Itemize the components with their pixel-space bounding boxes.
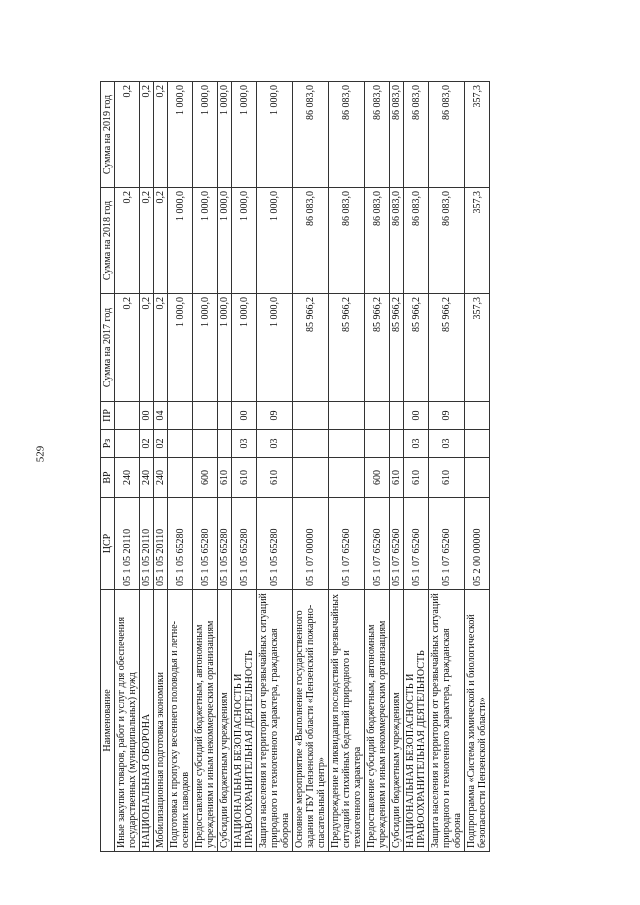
cell-rz <box>193 430 218 458</box>
header-vr: ВР <box>101 458 115 498</box>
cell-sum-2019: 1 000,0 <box>218 82 232 188</box>
cell-csr: 05 1 05 20110 <box>140 498 154 590</box>
cell-vr <box>293 458 329 498</box>
cell-name: НАЦИОНАЛЬНАЯ БЕЗОПАСНОСТЬ И ПРАВООХРАНИТЕЛЬНАЯ ДЕЯТЕЛЬНОСТЬ <box>404 590 429 852</box>
cell-rz: 03 <box>429 430 465 458</box>
table-row <box>193 82 218 852</box>
cell-vr: 240 <box>115 458 140 498</box>
cell-rz <box>115 430 140 458</box>
cell-name: Предупреждение и ликвидация последствий чрезвычайных ситуаций и стихийных бедствий природного и техногенного характера <box>329 590 365 852</box>
table-row <box>429 82 465 852</box>
cell-rz: 03 <box>404 430 429 458</box>
table-row <box>404 82 429 852</box>
cell-name: Субсидии бюджетным учреждениям <box>390 590 404 852</box>
cell-vr: 610 <box>390 458 404 498</box>
cell-csr: 05 1 07 65260 <box>390 498 404 590</box>
cell-sum-2019: 1 000,0 <box>168 82 193 188</box>
cell-sum-2018: 357,3 <box>465 188 490 294</box>
cell-sum-2018: 86 083,0 <box>329 188 365 294</box>
cell-vr: 240 <box>140 458 154 498</box>
cell-pr: 09 <box>257 402 293 430</box>
cell-vr <box>168 458 193 498</box>
cell-sum-2018: 0,2 <box>154 188 168 294</box>
cell-rz <box>329 430 365 458</box>
cell-sum-2017: 85 966,2 <box>293 294 329 402</box>
cell-pr <box>115 402 140 430</box>
cell-sum-2017: 85 966,2 <box>404 294 429 402</box>
table-row <box>232 82 257 852</box>
cell-sum-2019: 1 000,0 <box>257 82 293 188</box>
rotated-table-wrapper <box>100 82 490 852</box>
cell-pr <box>465 402 490 430</box>
cell-csr: 05 1 05 65280 <box>193 498 218 590</box>
cell-csr: 05 1 05 65280 <box>257 498 293 590</box>
cell-name: Субсидии бюджетным учреждениям <box>218 590 232 852</box>
cell-sum-2017: 0,2 <box>154 294 168 402</box>
header-sum-2018: Сумма на 2018 год <box>101 188 115 294</box>
cell-sum-2019: 86 083,0 <box>390 82 404 188</box>
header-sum-2019: Сумма на 2019 год <box>101 82 115 188</box>
cell-sum-2018: 0,2 <box>115 188 140 294</box>
cell-rz: 03 <box>232 430 257 458</box>
cell-csr: 05 1 07 65260 <box>429 498 465 590</box>
cell-sum-2018: 86 083,0 <box>293 188 329 294</box>
cell-csr: 05 1 07 65260 <box>329 498 365 590</box>
table-row <box>329 82 365 852</box>
cell-pr <box>390 402 404 430</box>
cell-vr: 240 <box>154 458 168 498</box>
cell-sum-2018: 1 000,0 <box>232 188 257 294</box>
cell-sum-2017: 1 000,0 <box>218 294 232 402</box>
cell-sum-2018: 1 000,0 <box>168 188 193 294</box>
cell-rz <box>365 430 390 458</box>
cell-sum-2017: 85 966,2 <box>429 294 465 402</box>
cell-sum-2019: 86 083,0 <box>404 82 429 188</box>
cell-vr: 610 <box>257 458 293 498</box>
cell-pr: 09 <box>429 402 465 430</box>
cell-pr <box>293 402 329 430</box>
cell-name: Подготовка к пропуску весеннего половодья и летне-осенних паводков <box>168 590 193 852</box>
cell-csr: 05 1 07 65260 <box>365 498 390 590</box>
cell-rz <box>218 430 232 458</box>
cell-rz <box>390 430 404 458</box>
cell-csr: 05 1 05 65280 <box>232 498 257 590</box>
table-row <box>293 82 329 852</box>
page-number: 529 <box>34 445 47 463</box>
cell-name: Предоставление субсидий бюджетным, автономным учреждениям и иным некоммерческим организациям <box>365 590 390 852</box>
cell-vr: 610 <box>232 458 257 498</box>
cell-name: НАЦИОНАЛЬНАЯ БЕЗОПАСНОСТЬ И ПРАВООХРАНИТЕЛЬНАЯ ДЕЯТЕЛЬНОСТЬ <box>232 590 257 852</box>
table-row <box>390 82 404 852</box>
cell-rz: 02 <box>154 430 168 458</box>
cell-sum-2018: 1 000,0 <box>218 188 232 294</box>
header-name: Наименование <box>101 590 115 852</box>
cell-pr <box>365 402 390 430</box>
cell-csr: 05 1 07 00000 <box>293 498 329 590</box>
header-pr: ПР <box>101 402 115 430</box>
cell-sum-2017: 1 000,0 <box>168 294 193 402</box>
cell-sum-2018: 1 000,0 <box>257 188 293 294</box>
cell-sum-2019: 1 000,0 <box>232 82 257 188</box>
cell-sum-2018: 86 083,0 <box>390 188 404 294</box>
cell-rz: 03 <box>257 430 293 458</box>
cell-sum-2019: 1 000,0 <box>193 82 218 188</box>
cell-sum-2017: 85 966,2 <box>329 294 365 402</box>
header-sum-2017: Сумма на 2017 год <box>101 294 115 402</box>
cell-vr: 610 <box>429 458 465 498</box>
cell-name: Предоставление субсидий бюджетным, автономным учреждениям и иным некоммерческим организациям <box>193 590 218 852</box>
cell-name: Защита населения и территории от чрезвычайных ситуаций природного и техногенного характера, гражданская оборона <box>257 590 293 852</box>
cell-vr: 610 <box>404 458 429 498</box>
cell-rz: 02 <box>140 430 154 458</box>
cell-rz <box>168 430 193 458</box>
cell-sum-2019: 0,2 <box>115 82 140 188</box>
cell-vr: 610 <box>218 458 232 498</box>
cell-name: Основное мероприятие «Выполнение государственного задания ГБУ Пензенской области «Пензенский пожарно-спасательный центр» <box>293 590 329 852</box>
cell-sum-2017: 1 000,0 <box>193 294 218 402</box>
cell-csr: 05 1 05 20110 <box>154 498 168 590</box>
table-row <box>154 82 168 852</box>
cell-pr: 00 <box>232 402 257 430</box>
budget-table <box>100 81 490 852</box>
cell-vr: 600 <box>365 458 390 498</box>
table-row <box>365 82 390 852</box>
cell-sum-2018: 0,2 <box>140 188 154 294</box>
cell-csr: 05 2 00 00000 <box>465 498 490 590</box>
cell-pr: 00 <box>404 402 429 430</box>
table-row <box>465 82 490 852</box>
cell-sum-2017: 1 000,0 <box>232 294 257 402</box>
cell-pr <box>218 402 232 430</box>
cell-vr <box>465 458 490 498</box>
cell-name: НАЦИОНАЛЬНАЯ ОБОРОНА <box>140 590 154 852</box>
cell-sum-2019: 0,2 <box>154 82 168 188</box>
cell-sum-2017: 0,2 <box>140 294 154 402</box>
cell-sum-2019: 0,2 <box>140 82 154 188</box>
cell-rz <box>465 430 490 458</box>
cell-name: Подпрограмма «Система химической и биологической безопасности Пензенской области» <box>465 590 490 852</box>
cell-sum-2018: 86 083,0 <box>429 188 465 294</box>
cell-rz <box>293 430 329 458</box>
cell-name: Мобилизационная подготовка экономики <box>154 590 168 852</box>
cell-vr <box>329 458 365 498</box>
cell-sum-2019: 86 083,0 <box>293 82 329 188</box>
table-row <box>257 82 293 852</box>
cell-sum-2018: 1 000,0 <box>193 188 218 294</box>
cell-sum-2019: 357,3 <box>465 82 490 188</box>
cell-pr <box>329 402 365 430</box>
cell-name: Защита населения и территории от чрезвычайных ситуаций природного и техногенного характера, гражданская оборона <box>429 590 465 852</box>
cell-csr: 05 1 05 20110 <box>115 498 140 590</box>
cell-sum-2019: 86 083,0 <box>429 82 465 188</box>
cell-sum-2017: 85 966,2 <box>365 294 390 402</box>
cell-name: Иные закупки товаров, работ и услуг для обеспечения государственных (муниципальных) нужд <box>115 590 140 852</box>
cell-pr <box>168 402 193 430</box>
table-row <box>218 82 232 852</box>
cell-sum-2017: 1 000,0 <box>257 294 293 402</box>
table-row <box>115 82 140 852</box>
cell-pr: 04 <box>154 402 168 430</box>
cell-csr: 05 1 05 65280 <box>218 498 232 590</box>
cell-sum-2018: 86 083,0 <box>404 188 429 294</box>
cell-csr: 05 1 05 65280 <box>168 498 193 590</box>
cell-vr: 600 <box>193 458 218 498</box>
cell-sum-2017: 0,2 <box>115 294 140 402</box>
cell-sum-2017: 357,3 <box>465 294 490 402</box>
header-rz: Рз <box>101 430 115 458</box>
cell-csr: 05 1 07 65260 <box>404 498 429 590</box>
header-csr: ЦСР <box>101 498 115 590</box>
cell-sum-2017: 85 966,2 <box>390 294 404 402</box>
table-header-row <box>101 82 115 852</box>
cell-sum-2018: 86 083,0 <box>365 188 390 294</box>
cell-sum-2019: 86 083,0 <box>365 82 390 188</box>
cell-pr: 00 <box>140 402 154 430</box>
table-row <box>140 82 154 852</box>
table-row <box>168 82 193 852</box>
cell-sum-2019: 86 083,0 <box>329 82 365 188</box>
cell-pr <box>193 402 218 430</box>
